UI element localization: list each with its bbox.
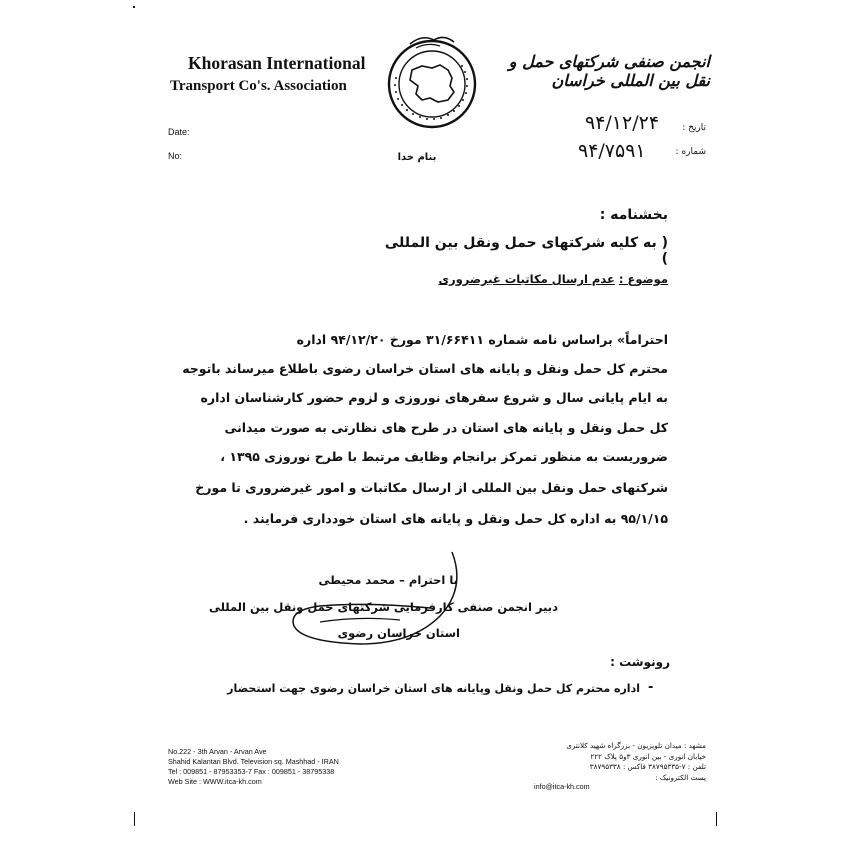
- footer-fa-line: پست الکترونیک :: [655, 772, 706, 782]
- footer-email: info@itca-kh.com: [534, 782, 590, 791]
- footer-fa-line: مشهد : میدان تلویزیون - بزرگراه شهید کلانتری: [566, 741, 706, 750]
- footer-en-line: Web Site : WWW.itca-kh.com: [168, 777, 262, 786]
- body-line: محترم کل حمل ونقل و پایانه های استان خراسان رضوی باطلاع میرساند باتوجه: [182, 361, 668, 376]
- circular-recipients: ( به کلیه شرکتهای حمل ونقل بین المللی ): [384, 235, 668, 267]
- subject-text: عدم ارسال مکاتبات غیرضروری: [438, 272, 615, 286]
- cc-item: اداره محترم کل حمل ونقل وپایانه های استان خراسان رضوی جهت استحضار: [227, 682, 640, 695]
- association-name-en-line1: Khorasan International: [188, 53, 366, 73]
- footer-fa-line: خیابان انوری - بین انوری ۳و۵ پلاک ۲۲۲: [590, 751, 706, 761]
- scan-mark-right: [716, 812, 717, 826]
- body-line: کل حمل ونقل و پایانه های استان در طرح های نظارتی به صورت میدانی: [224, 420, 668, 435]
- bismillah: بنام خدا: [397, 152, 437, 163]
- footer-en-line: Shahid Kalantari Blvd. Television sq. Mashhad - IRAN: [168, 757, 339, 766]
- footer-address-fa: [530, 741, 706, 783]
- association-name-fa: انجمن صنفی شرکتهای حمل و نقل بین المللی خراسان: [508, 52, 710, 90]
- body-line: احتراماً» براساس نامه شماره ۳۱/۶۶۴۱۱ مورخ ۹۴/۱۲/۲۰ اداره: [296, 332, 668, 347]
- footer-en-line: No.222 - 3th Arvan - Arvan Ave: [168, 747, 267, 756]
- date-label-en: Date:: [168, 127, 190, 137]
- number-label-en: No:: [168, 151, 183, 161]
- scan-mark-left: [134, 812, 135, 826]
- scan-mark-top: [133, 6, 135, 8]
- footer-en-line: Tel : 009851 - 87953353-7 Fax : 009851 - 38795338: [168, 767, 335, 776]
- subject-line: [400, 272, 668, 286]
- association-seal-logo: [382, 30, 482, 130]
- circular-heading: بخشنامه :: [599, 207, 668, 223]
- signature-title-line1: دبیر انجمن صنفی کارفرمایی شرکتهای حمل ونقل بین المللی: [208, 600, 558, 614]
- cc-bullet: -: [648, 680, 654, 695]
- number-label-fa: شماره :: [675, 147, 706, 157]
- body-line: شرکتهای حمل ونقل بین المللی از ارسال مکاتبات و امور غیرضروری تا مورخ: [195, 480, 668, 495]
- signature-title-line2: استان خراسان رضوی: [337, 626, 460, 640]
- number-value: ۹۴/۷۵۹۱: [578, 140, 646, 162]
- signature-regards: با احترام – محمد محیطی: [318, 573, 458, 587]
- footer-fa-line: تلفن : ۷-۳۸۷۹۵۳۳۵ فاکس : ۳۸۷۹۵۳۳۸: [589, 762, 706, 771]
- body-line: ضروریست به منظور تمرکز برانجام وظایف مرتبط با طرح نوروزی ۱۳۹۵ ،: [220, 449, 668, 464]
- footer-address-en: [168, 747, 339, 787]
- body-line: به ایام پایانی سال و شروع سفرهای نوروزی و لزوم حضور کارشناسان اداره: [200, 390, 668, 405]
- date-label-fa: تاریخ :: [682, 123, 706, 133]
- association-name-en-line2: Transport Co's. Association: [170, 78, 347, 94]
- date-value: ۹۴/۱۲/۲۴: [585, 112, 660, 134]
- body-line: ۹۵/۱/۱۵ به اداره کل حمل ونقل و پایانه های استان خودداری فرمایند .: [243, 511, 668, 526]
- subject-label: موضوع :: [618, 272, 668, 286]
- cc-label: رونوشت :: [610, 655, 670, 669]
